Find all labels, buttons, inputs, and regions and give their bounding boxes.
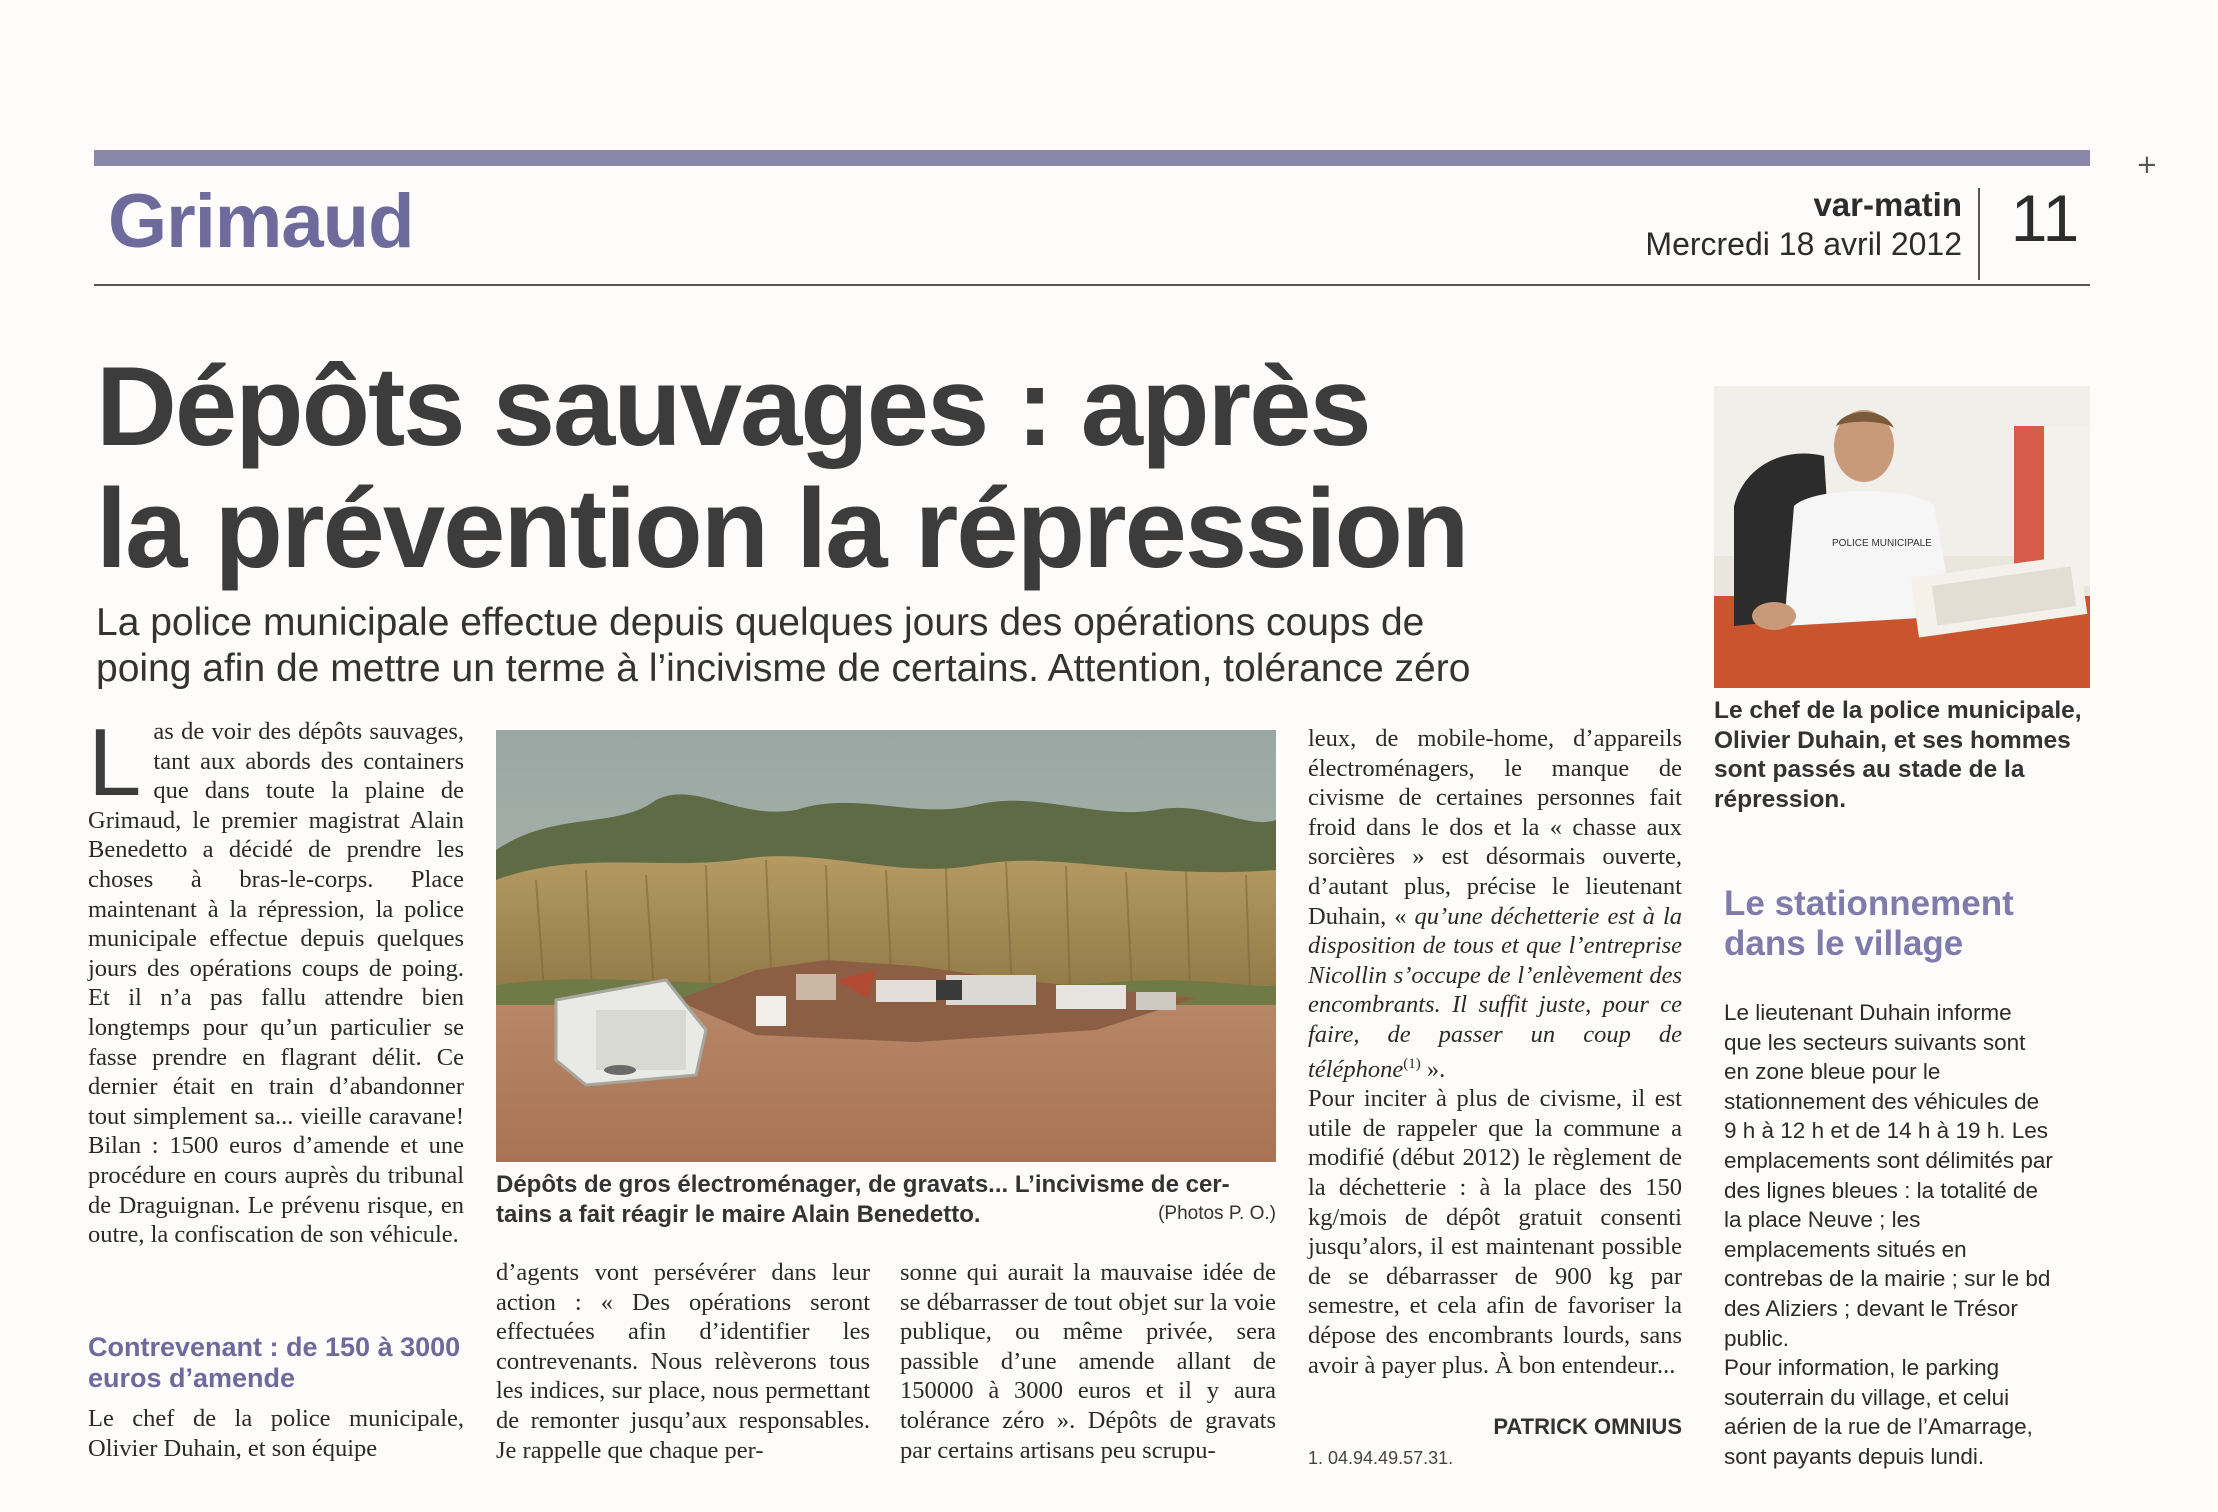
- police-chief-illustration: [1714, 386, 2090, 688]
- header-top-bar: [94, 150, 2090, 166]
- main-photo-caption-line-1: Dépôts de gros électroménager, de gravats... L’incivisme de cer-: [496, 1171, 1230, 1198]
- photo-credit: (Photos P. O.): [1158, 1203, 1276, 1224]
- sidebar-body: [1724, 998, 2054, 1472]
- column-4-text-c: Pour inciter à plus de civisme, il est utile de rappeler que la commune a modifié (début 2012) le règlement de la déchetterie : à la place des 150 kg/mois de dépôt gratuit consenti jusqu’alors, il est maintenant possible de se débarrasser de 900 kg par semestre, et cela afin de favoriser la dépose des encombrants lourds, sans avoir à payer plus. À bon entendeur...: [1308, 1085, 1682, 1379]
- column-4-quote: qu’une déchetterie est à la disposition de tous et que l’entreprise Nicollin s’occupe de l’enlèvement des encombrants. Il suffit juste, pour ce faire, de passer un coup de téléphone: [1308, 902, 1683, 1083]
- dump-site-photo: [496, 730, 1276, 1162]
- headline: [96, 346, 1656, 590]
- subheading: Contrevenant : de 150 à 3000 euros d’amende: [88, 1332, 461, 1393]
- footnote: 1. 04.94.49.57.31.: [1308, 1448, 1454, 1468]
- sidebar-heading-line-2: dans le village: [1724, 924, 1964, 963]
- header-divider: [1978, 188, 1980, 280]
- standfirst: [96, 600, 1696, 692]
- standfirst-line-1: La police municipale effectue depuis quelques jours des opérations coups de: [96, 601, 1425, 644]
- drop-cap: L: [88, 709, 142, 816]
- headline-line-1: Dépôts sauvages : après: [96, 344, 1370, 469]
- column-4-text-a: leux, de mobile-home, d’appareils électroménagers, le manque de civisme de certaines personnes fait froid dans le dos et la « chasse aux sorcières » est désormais ouverte, d’autant plus, précise le lieutenant Duhain, «: [1308, 725, 1682, 930]
- article-column-2: d’agents vont persévérer dans leur action : « Des opérations seront effectuées afin d’identifier les contrevenants. Nous relèverons tous les indices, sur place, nous permettant de remonter jusqu’aux responsables. Je rappelle que chaque per-: [496, 1259, 870, 1464]
- headline-line-2: la prévention la répression: [96, 466, 1468, 591]
- main-photo-caption-line-2: tains a fait réagir le maire Alain Benedetto.: [496, 1201, 981, 1228]
- footnote-marker: (1): [1403, 1055, 1421, 1072]
- sidebar-paragraph-1: Le lieutenant Duhain informe que les secteurs suivants sont en zone bleue pour le stationnement des véhicules de 9 h à 12 h et de 14 h à 19 h. Les emplacements sont délimités par des lignes bleues : la totalité de la place Neuve ; les emplacements situés en contrebas de la mairie ; sur le bd des Aliziers ; devant le Trésor public.: [1724, 1000, 2053, 1351]
- article-column-4: [1308, 724, 1682, 1380]
- article-column-3: sonne qui aurait la mauvaise idée de se débarrasser de tout objet sur la voie publique, ou même privée, sera passible d’une amende allant de 150000 à 3000 euros et il y aura tolérance zéro ». Dépôts de gravats par certains artisans peu scrupu-: [900, 1259, 1276, 1464]
- issue-date: Mercredi 18 avril 2012: [1645, 226, 1962, 262]
- sidebar-paragraph-2: Pour information, le parking souterrain du village, et celui aérien de la rue de l’Amarrage, sont payants depuis lundi.: [1724, 1355, 2033, 1469]
- article-column-1: [88, 709, 464, 1250]
- uniform-badge: POLICE MUNICIPALE: [1832, 538, 1932, 549]
- section-title: Grimaud: [108, 179, 414, 264]
- newspaper-name: var-matin: [1813, 186, 1962, 223]
- article-column-1-continued: Le chef de la police municipale, Olivier Duhain, et son équipe: [88, 1405, 464, 1462]
- dump-site-illustration: [496, 730, 1276, 1162]
- column-1-text: as de voir des dépôts sauvages, tant aux abords des containers que dans toute la plaine de Grimaud, le premier magistrat Alain Benedetto a décidé de prendre les choses à bras-le-corps. Place maintenant à la répression, la police municipale effectue depuis quelques jours des opérations coups de poing. Et il n’a pas fallu attendre bien longtemps pour qu’un particulier se fasse prendre en flagrant délit. Ce dernier était en train d’abandonner tout simplement sa... vieille caravane! Bilan : 1500 euros d’amende et une procédure en cours auprès du tribunal de Draguignan. Le prévenu risque, en outre, la confiscation de son véhicule.: [88, 718, 464, 1249]
- crop-mark-icon: +: [2136, 150, 2158, 180]
- standfirst-line-2: poing afin de mettre un terme à l’incivisme de certains. Attention, tolérance zéro: [96, 647, 1471, 690]
- side-photo-caption: Le chef de la police municipale, Olivier Duhain, et ses hommes sont passés au stade de la répression.: [1714, 697, 2082, 813]
- sidebar-heading-line-1: Le stationnement: [1724, 884, 2014, 923]
- page-number: 11: [2010, 181, 2080, 255]
- column-4-text-b: ».: [1420, 1055, 1446, 1083]
- police-chief-photo: [1714, 386, 2090, 688]
- sidebar-heading: [1724, 884, 2090, 964]
- header-rule: [94, 284, 2090, 286]
- byline: PATRICK OMNIUS: [1493, 1414, 1682, 1439]
